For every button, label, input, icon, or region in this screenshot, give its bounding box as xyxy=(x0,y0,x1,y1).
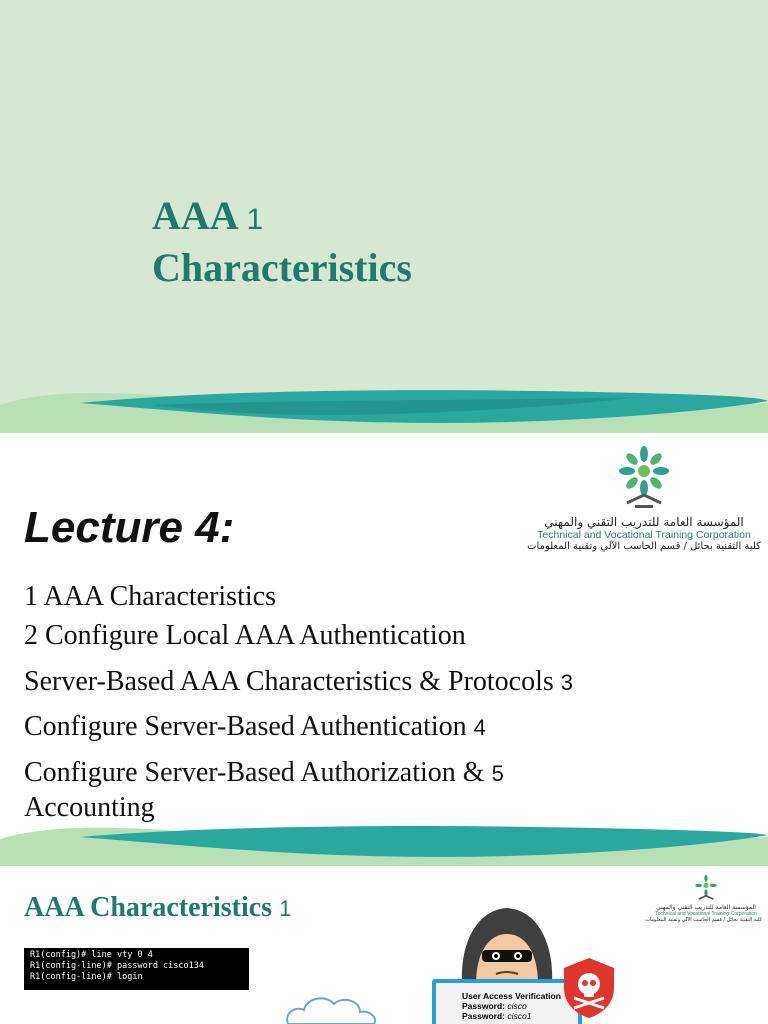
terminal-line: R1(config-line)# password cisco134 xyxy=(30,961,204,971)
tvtc-logo-small xyxy=(645,872,762,923)
outline-item-4: Configure Server-Based Authentication 4 xyxy=(24,711,486,742)
skull-shield-icon xyxy=(560,956,618,1020)
terminal-line: R1(config)# line vty 0 4 xyxy=(30,950,153,960)
terminal-line: R1(config-line)# login xyxy=(30,972,143,982)
logo-english-name: Technical and Vocational Training Corporation xyxy=(537,529,751,541)
tvtc-logo xyxy=(520,441,768,552)
outline-item-5: Configure Server-Based Authorization & 5 Accounting xyxy=(24,757,504,823)
slide-title-text: AAA 1 Characteristics xyxy=(152,193,412,290)
logo-arabic-name: المؤسسة العامة للتدريب التقني والمهني xyxy=(544,515,744,529)
logo-english-name: Technical and Vocational Training Corporation xyxy=(655,911,757,917)
outline-item-1: 1 AAA Characteristics xyxy=(24,581,276,612)
slide-title[interactable] xyxy=(0,0,768,433)
tvtc-emblem-icon xyxy=(609,441,679,513)
logo-arabic-name: المؤسسة العامة للتدريب التقني والمهني xyxy=(656,904,756,911)
decorative-wave xyxy=(0,385,768,433)
decorative-wave xyxy=(0,821,768,866)
slide-lecture-outline[interactable] xyxy=(0,433,768,866)
cloud-icon xyxy=(282,994,378,1024)
outline-item-3: Server-Based AAA Characteristics & Protocols 3 xyxy=(24,666,574,697)
lecture-heading: Lecture 4: xyxy=(24,503,235,552)
cli-terminal xyxy=(24,948,249,990)
slide-aaa-characteristics[interactable] xyxy=(0,866,768,1024)
slide3-title: AAA Characteristics 1 xyxy=(24,892,292,923)
login-verification-window: User Access Verification Password: cisco Password: cisco1 xyxy=(432,979,582,1024)
hacker-icon xyxy=(452,904,562,984)
logo-arabic-subtitle: كلية التقنية بحائل / قسم الحاسب الآلي وتقنية المعلومات xyxy=(527,541,761,552)
tvtc-emblem-icon xyxy=(691,872,721,904)
logo-arabic-subtitle: كلية التقنية بحائل / قسم الحاسب الآلي وتقنية المعلومات xyxy=(645,917,762,923)
verification-heading: User Access Verification xyxy=(462,991,561,1001)
outline-item-2: 2 Configure Local AAA Authentication xyxy=(24,620,466,651)
